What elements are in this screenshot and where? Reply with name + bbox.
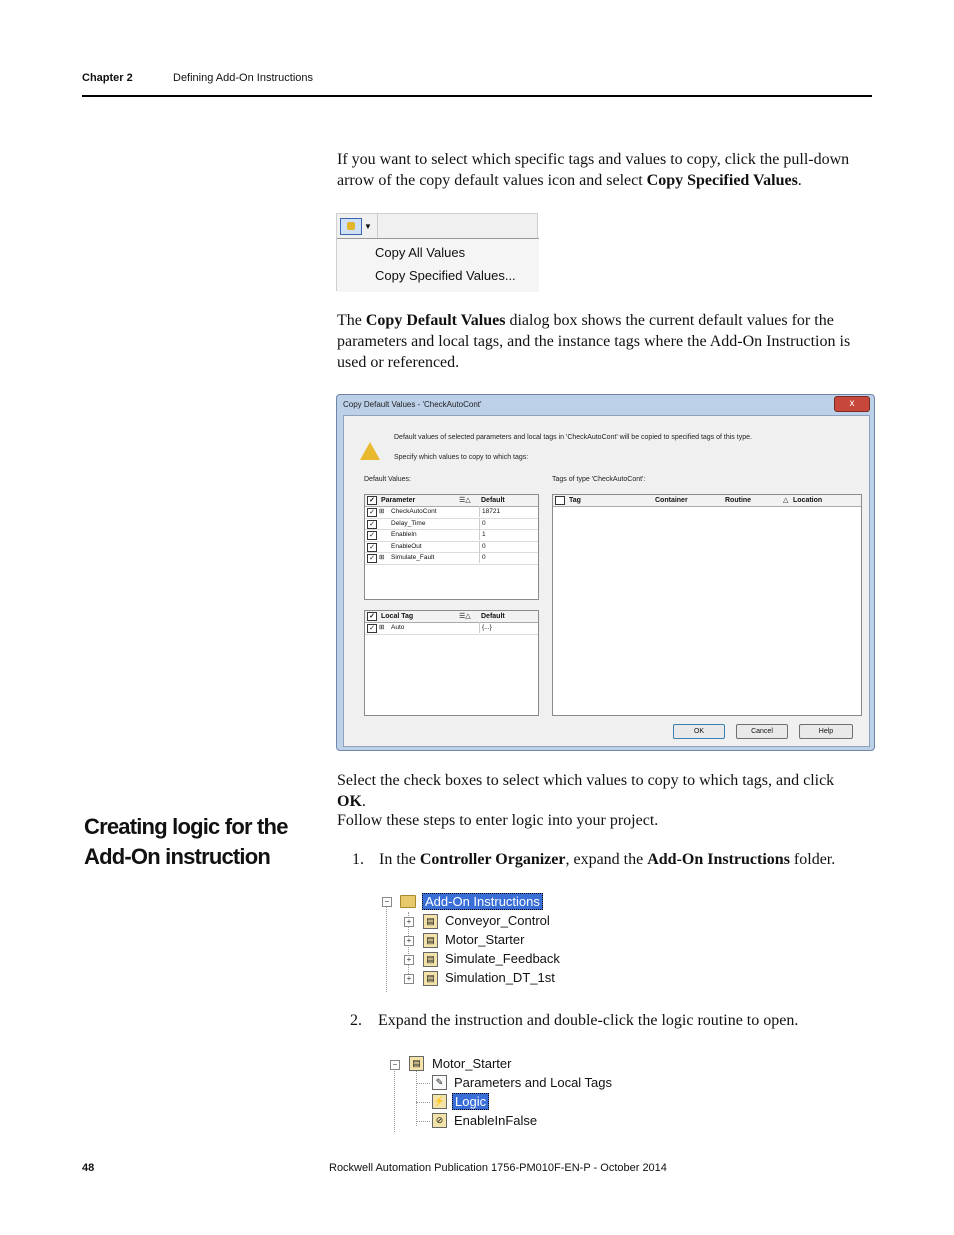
default-column-header[interactable]: Default (481, 497, 505, 504)
row-checkbox[interactable]: ✓ (367, 624, 377, 633)
dialog-title: Copy Default Values - 'CheckAutoCont' (343, 400, 482, 409)
param-value[interactable]: 0 (479, 552, 486, 563)
header-rule (82, 95, 872, 97)
parameter-grid (364, 494, 539, 600)
instruction-icon: ▤ (423, 914, 438, 929)
expand-plus-icon[interactable]: + (404, 917, 414, 927)
tree-root-motor-starter[interactable]: Motor_Starter (432, 1056, 512, 1071)
step1-mid: , expand the (565, 851, 648, 868)
param-name: CheckAutoCont (391, 508, 437, 515)
copy-default-values-toolbar (337, 214, 378, 238)
tree-item-simulation-dt-1st[interactable]: Simulation_DT_1st (445, 970, 555, 985)
para2-post: dialog box shows the current default values for the parameters and local tags, and the instance tags where the Add-On Instruction is used or referenced. (337, 312, 851, 371)
collapse-minus-icon[interactable]: − (390, 1060, 400, 1070)
para3-pre: Select the check boxes to select which values to copy to which tags, and click (337, 772, 835, 789)
section-heading-line-1: Creating logic for the (84, 814, 288, 839)
parameter-column-header[interactable]: Parameter (381, 497, 416, 504)
enable-in-false-icon: ⊘ (432, 1113, 447, 1128)
expand-plus-icon[interactable]: ⊞ (379, 508, 385, 515)
select-all-checkbox[interactable]: ✓ (367, 496, 377, 505)
row-checkbox[interactable]: ✓ (367, 554, 377, 563)
row-checkbox[interactable]: ✓ (367, 520, 377, 529)
step-1-text (379, 851, 869, 869)
collapse-minus-icon[interactable]: − (382, 897, 392, 907)
tree-line (416, 1083, 430, 1084)
para3-post: . (361, 793, 366, 810)
menu-item-copy-all-values[interactable]: Copy All Values (375, 245, 466, 260)
select-all-tags-checkbox[interactable] (555, 496, 565, 505)
location-column-header[interactable]: Location (793, 497, 823, 504)
follow-steps-paragraph: Follow these steps to enter logic into your project. (337, 812, 659, 829)
intro-bold: Copy Specified Values (646, 172, 798, 189)
step-2-text: Expand the instruction and double-click the logic routine to open. (378, 1012, 799, 1029)
filter-icon[interactable]: ☰△ (459, 497, 471, 504)
param-value[interactable]: 18721 (479, 506, 500, 517)
logic-routine-icon: ⚡ (432, 1094, 447, 1109)
para2-bold: Copy Default Values (365, 312, 506, 329)
parameters-icon: ✎ (432, 1075, 447, 1090)
default-column-header[interactable]: Default (481, 613, 505, 620)
dialog-message-2: Specify which values to copy to which tags: (394, 454, 529, 461)
step-1-number: 1. (352, 851, 364, 868)
select-checkboxes-paragraph (337, 770, 867, 812)
select-all-checkbox[interactable]: ✓ (367, 612, 377, 621)
tags-of-type-label: Tags of type 'CheckAutoCont': (552, 476, 646, 483)
add-on-instructions-tree (380, 890, 580, 992)
param-name: EnableIn (391, 531, 417, 538)
section-heading (84, 812, 288, 872)
instruction-icon: ▤ (423, 952, 438, 967)
local-tag-value[interactable]: {...} (479, 622, 492, 633)
ok-button[interactable]: OK (673, 724, 725, 739)
sort-icon: △ (783, 497, 789, 504)
folder-icon (400, 895, 416, 908)
section-label: Defining Add-On Instructions (173, 72, 314, 84)
expand-plus-icon[interactable]: + (404, 974, 414, 984)
para2-pre: The (337, 312, 366, 329)
tree-item-conveyor-control[interactable]: Conveyor_Control (445, 913, 550, 928)
motor-starter-tree (388, 1052, 628, 1132)
cancel-button[interactable]: Cancel (736, 724, 788, 739)
step1-bold-1: Controller Organizer (419, 851, 566, 868)
dialog-body (343, 415, 870, 747)
instruction-icon: ▤ (423, 971, 438, 986)
routine-column-header[interactable]: Routine (725, 497, 752, 504)
step-2-number: 2. (350, 1012, 362, 1029)
default-values-label: Default Values: (364, 476, 411, 483)
menu-list (337, 238, 539, 292)
row-checkbox[interactable]: ✓ (367, 543, 377, 552)
step1-post: folder. (789, 851, 836, 868)
step1-pre: In the (379, 851, 420, 868)
tree-item-parameters-and-local-tags[interactable]: Parameters and Local Tags (454, 1075, 613, 1090)
help-button[interactable]: Help (799, 724, 853, 739)
copy-values-menu (336, 213, 538, 291)
table-row (365, 622, 538, 635)
page-number: 48 (82, 1162, 95, 1174)
param-value[interactable]: 0 (479, 541, 486, 552)
copy-default-values-dialog (336, 394, 875, 751)
tree-root-add-on-instructions[interactable]: Add-On Instructions (422, 893, 543, 910)
row-checkbox[interactable]: ✓ (367, 508, 377, 517)
filter-icon[interactable]: ☰△ (459, 613, 471, 620)
menu-item-copy-specified-values[interactable]: Copy Specified Values... (375, 268, 516, 283)
expand-plus-icon[interactable]: + (404, 936, 414, 946)
param-value[interactable]: 1 (479, 529, 486, 540)
tree-item-enable-in-false[interactable]: EnableInFalse (454, 1113, 538, 1128)
para3-bold: OK (337, 793, 362, 810)
tree-line (416, 1070, 417, 1126)
tree-line (386, 906, 387, 992)
tags-grid (552, 494, 862, 716)
section-heading-line-2: Add-On instruction (84, 844, 271, 869)
step1-bold-2: Add-On Instructions (647, 851, 790, 868)
tree-line (416, 1102, 430, 1103)
tag-column-header[interactable]: Tag (569, 497, 581, 504)
param-name: EnableOut (391, 542, 422, 550)
tree-line (416, 1121, 430, 1122)
local-tag-column-header[interactable]: Local Tag (381, 613, 414, 620)
tree-item-motor-starter[interactable]: Motor_Starter (445, 932, 525, 947)
instruction-icon: ▤ (409, 1056, 424, 1071)
row-checkbox[interactable]: ✓ (367, 531, 377, 540)
param-value[interactable]: 0 (479, 518, 486, 529)
intro-paragraph (337, 149, 867, 191)
expand-plus-icon[interactable]: ⊞ (379, 554, 385, 561)
tags-grid-header (553, 495, 861, 507)
local-tag-grid (364, 610, 539, 716)
tree-line (394, 1068, 395, 1132)
intro-end: . (797, 172, 802, 189)
local-tag-name: Auto (391, 624, 405, 631)
param-name: Simulate_Fault (391, 554, 435, 561)
table-row (365, 552, 538, 565)
instruction-icon: ▤ (423, 933, 438, 948)
copy-default-values-icon[interactable] (340, 218, 362, 235)
tree-item-simulate-feedback[interactable]: Simulate_Feedback (445, 951, 560, 966)
container-column-header[interactable]: Container (655, 497, 688, 504)
expand-plus-icon[interactable]: ⊞ (379, 624, 385, 631)
close-icon[interactable]: x (834, 396, 870, 412)
warning-icon (360, 442, 380, 460)
intro-text: If you want to select which specific tags and values to copy, click the pull-down arrow of the copy default values icon and select (337, 151, 850, 189)
param-name: Delay_Time (391, 519, 426, 527)
publication-info: Rockwell Automation Publication 1756-PM010F-EN-P - October 2014 (329, 1162, 667, 1174)
dialog-description (337, 310, 867, 373)
dropdown-arrow-icon[interactable]: ▼ (364, 222, 372, 231)
expand-plus-icon[interactable]: + (404, 955, 414, 965)
chapter-label: Chapter 2 (82, 72, 133, 84)
tree-item-logic[interactable]: Logic (452, 1093, 489, 1110)
dialog-message-1: Default values of selected parameters and local tags in 'CheckAutoCont' will be copied to specified tags of this type. (394, 434, 752, 441)
